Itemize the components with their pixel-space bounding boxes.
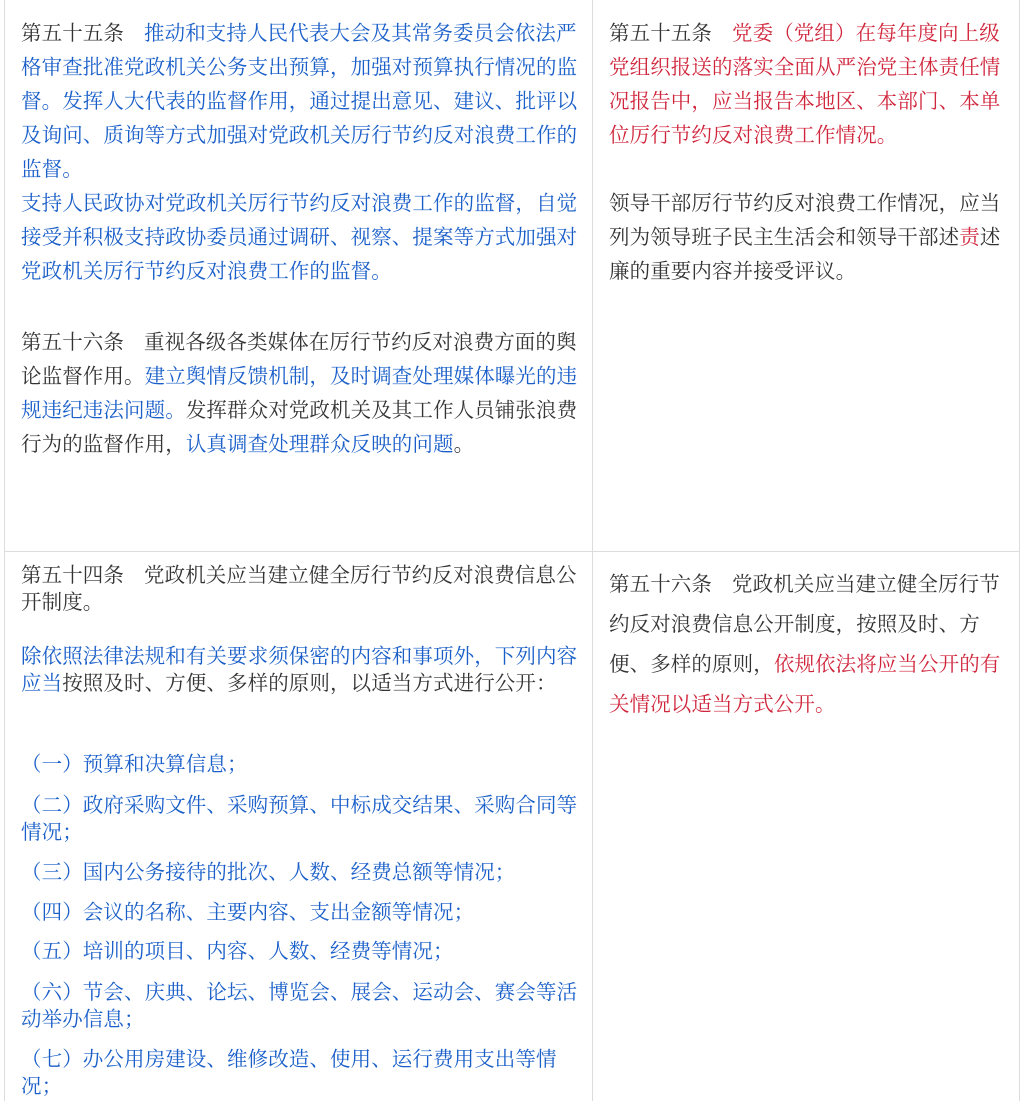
article-number: 第五十六条 [609,572,712,596]
new-text-cell [593,0,1019,551]
paragraph-part: 责 [959,225,980,249]
article-55-new [609,16,1007,152]
article-body-part: 依规依法将应当公开的有关情况以适当方式公开。 [609,652,1001,716]
list-item: （四）会议的名称、主要内容、支出金额等情况； [21,900,475,924]
article-body: 党委（党组）在每年度向上级党组织报送的落实全面从严治党主体责任情况报告中，应当报告本地区、本部门、本单位厉行节约反对浪费工作情况。 [609,21,1001,147]
article-55-old-paragraph-2: 支持人民政协对党政机关厉行节约反对浪费工作的监督，自觉接受并积极支持政协委员通过调研、视察、提案等方式加强对党政机关厉行节约反对浪费工作的监督。 [21,191,578,283]
article-body-part: 重视各级各类媒体在厉行节约反对浪费方面的舆论监督作用。 [21,330,577,388]
article-body-part: 。 [453,432,475,456]
list-item: （一）预算和决算信息； [21,752,248,776]
article-54-old [21,562,583,616]
article-body-part: 发挥群众对党政机关及其工作人员铺张浪费行为的监督作用， [21,398,578,456]
old-text-cell [5,552,593,1101]
intro-part: 除依照法律法规和有关要求须保密的内容和事项外，下列内容应当 [21,644,578,695]
article-body: 党政机关应当建立健全厉行节约反对浪费信息公开制度。 [21,563,577,614]
list-item: （五）培训的项目、内容、人数、经费等情况； [21,939,454,963]
article-number: 第五十五条 [21,21,124,45]
article-body-part: 建立舆情反馈机制，及时调查处理媒体曝光的违规违纪违法问题。 [21,364,578,422]
paragraph-part: 领导干部厉行节约反对浪费工作情况，应当列为领导班子民主生活会和领导干部述 [609,191,1001,249]
old-text-cell [5,0,593,551]
article-54-intro [21,643,583,697]
article-55-old [21,16,583,186]
intro-part: 按照及时、方便、多样的原则，以适当方式进行公开： [62,671,557,695]
comparison-table [4,0,1020,1101]
new-text-cell [593,552,1019,1101]
article-number: 第五十六条 [21,330,124,354]
table-row [5,0,1019,552]
paragraph-part: 述廉的重要内容并接受评议。 [609,225,1001,283]
article-56-old [21,325,583,461]
table-row [5,552,1019,1101]
article-number: 第五十五条 [609,21,712,45]
article-56-new [609,564,1007,724]
article-body: 推动和支持人民代表大会及其常务委员会依法严格审查批准党政机关公务支出预算，加强对预算执行情况的监督。发挥人大代表的监督作用，通过提出意见、建议、批评以及询问、质询等方式加强对党政机关厉行节约反对浪费工作的监督。 [21,21,578,181]
list-item: （七）办公用房建设、维修改造、使用、运行费用支出等情况； [21,1047,557,1098]
article-body-part: 党政机关应当建立健全厉行节约反对浪费信息公开制度，按照及时、方便、多样的原则， [609,572,1000,676]
list-item: （二）政府采购文件、采购预算、中标成交结果、采购合同等情况； [21,793,578,844]
article-number: 第五十四条 [21,563,124,587]
list-item: （三）国内公务接待的批次、人数、经费总额等情况； [21,860,516,884]
article-55-new-paragraph-2 [609,186,1007,288]
list-item: （六）节会、庆典、论坛、博览会、展会、运动会、赛会等活动举办信息； [21,980,578,1031]
article-body-part: 认真调查处理群众反映的问题 [185,432,454,456]
